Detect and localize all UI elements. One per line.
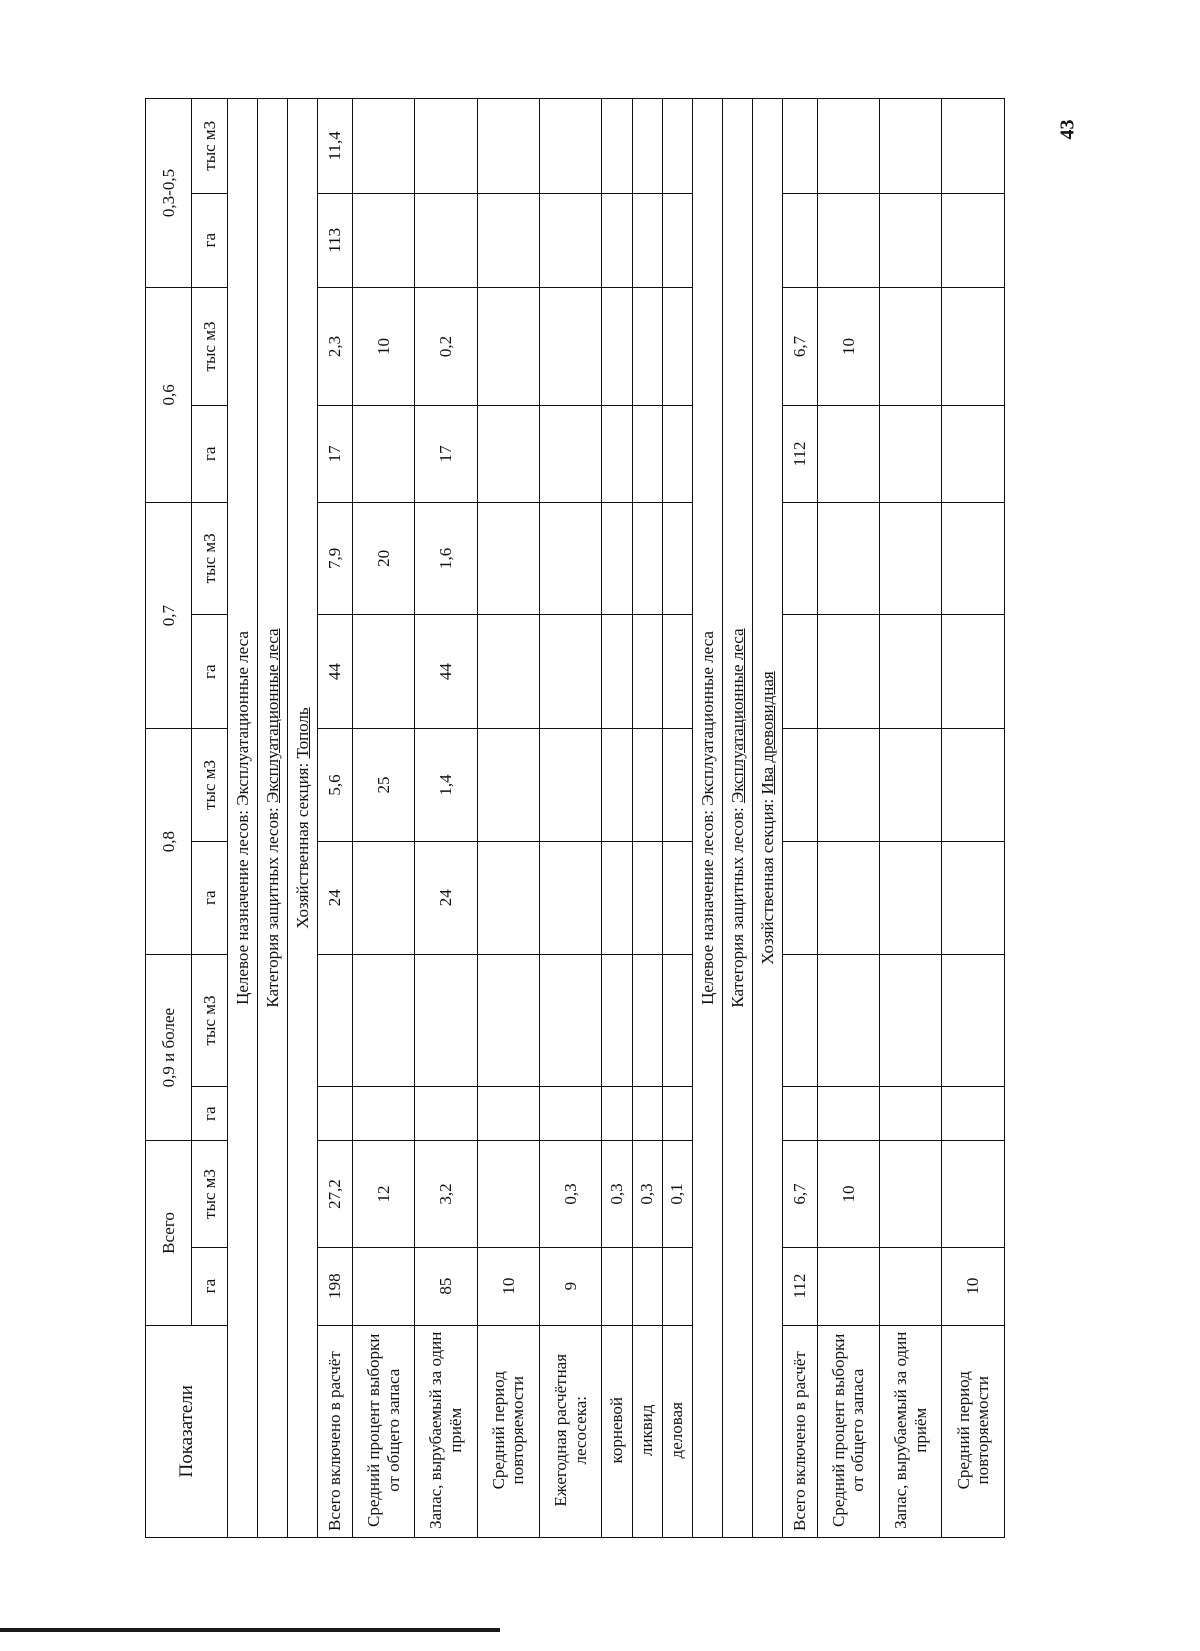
row-label: корневой <box>602 1325 632 1537</box>
cell <box>632 287 662 405</box>
cell: 113 <box>318 193 352 287</box>
cell <box>477 406 539 503</box>
cell <box>540 502 602 614</box>
cell <box>662 287 692 405</box>
row-label: Средний период повторяемости <box>942 1325 1005 1537</box>
cell: 198 <box>318 1247 352 1325</box>
row-label: Средний период повторяемости <box>477 1325 539 1537</box>
cell: 6,7 <box>783 1141 817 1247</box>
cell: 11,4 <box>318 99 352 194</box>
section-category-row <box>258 99 288 1538</box>
cell <box>352 614 414 729</box>
row-label: Всего включено в расчёт <box>318 1325 352 1537</box>
cell <box>415 193 477 287</box>
cell <box>540 287 602 405</box>
section-category-row <box>722 99 752 1538</box>
cell <box>540 99 602 194</box>
cell <box>632 406 662 503</box>
cell <box>540 841 602 954</box>
cell <box>783 841 817 954</box>
cell: 25 <box>352 729 414 841</box>
cell <box>632 99 662 194</box>
cell: 112 <box>783 406 817 503</box>
cell <box>318 1087 352 1141</box>
cell <box>880 502 942 614</box>
cell: 0,3 <box>540 1141 602 1247</box>
table-row <box>415 99 477 1538</box>
cell <box>942 287 1005 405</box>
unit-header: га <box>192 1247 228 1325</box>
cell <box>880 287 942 405</box>
unit-header: тыс м3 <box>192 99 228 194</box>
cell <box>817 841 879 954</box>
group-header-09: 0,9 и более <box>146 954 192 1141</box>
cell: 24 <box>415 841 477 954</box>
cell <box>477 841 539 954</box>
cell <box>942 1087 1005 1141</box>
cell <box>415 954 477 1086</box>
forest-table <box>145 98 1005 1538</box>
cell <box>942 954 1005 1086</box>
cell <box>540 193 602 287</box>
cell: 9 <box>540 1247 602 1325</box>
cell <box>632 954 662 1086</box>
table-row <box>352 99 414 1538</box>
cell: 10 <box>352 287 414 405</box>
cell <box>540 729 602 841</box>
cell <box>817 1247 879 1325</box>
cell <box>880 99 942 194</box>
cell <box>942 99 1005 194</box>
cell <box>662 1247 692 1325</box>
cell <box>783 502 817 614</box>
cell: 10 <box>942 1247 1005 1325</box>
cell <box>880 729 942 841</box>
cell: 12 <box>352 1141 414 1247</box>
unit-header: га <box>192 193 228 287</box>
section-category: Категория защитных лесов: Эксплуатационные леса <box>258 99 288 1538</box>
row-label: Запас, вырубаемый за один приём <box>880 1325 942 1537</box>
cell: 20 <box>352 502 414 614</box>
row-label: Средний процент выборки от общего запаса <box>817 1325 879 1537</box>
cell <box>783 193 817 287</box>
table-row <box>880 99 942 1538</box>
cell <box>880 193 942 287</box>
row-label: ликвид <box>632 1325 662 1537</box>
cell <box>783 614 817 729</box>
cell: 10 <box>477 1247 539 1325</box>
cell <box>352 99 414 194</box>
table-row <box>540 99 602 1538</box>
cell: 27,2 <box>318 1141 352 1247</box>
cell: 17 <box>318 406 352 503</box>
row-label: Всего включено в расчёт <box>783 1325 817 1537</box>
row-label: Ежегодная расчётная лесосека: <box>540 1325 602 1537</box>
cell <box>942 1141 1005 1247</box>
cell <box>477 287 539 405</box>
cell <box>880 614 942 729</box>
cell <box>602 614 632 729</box>
group-header-03-05: 0,3-0,5 <box>146 99 192 288</box>
section-economic: Хозяйственная секция: Тополь <box>288 99 318 1538</box>
cell <box>880 954 942 1086</box>
cell <box>632 1247 662 1325</box>
page-number: 43 <box>1056 119 1079 140</box>
unit-header: тыс м3 <box>192 502 228 614</box>
cell <box>817 614 879 729</box>
cell: 6,7 <box>783 287 817 405</box>
section-economic: Хозяйственная секция: Ива древовидная <box>753 99 783 1538</box>
cell <box>632 729 662 841</box>
table-row <box>817 99 879 1538</box>
cell <box>783 954 817 1086</box>
cell: 3,2 <box>415 1141 477 1247</box>
cell <box>352 841 414 954</box>
cell: 10 <box>817 287 879 405</box>
group-header-total: Всего <box>146 1141 192 1325</box>
cell <box>602 1247 632 1325</box>
cell: 0,3 <box>602 1141 632 1247</box>
cell <box>602 729 632 841</box>
cell <box>632 1087 662 1141</box>
cell <box>602 287 632 405</box>
cell <box>662 729 692 841</box>
cell <box>817 954 879 1086</box>
table-row <box>477 99 539 1538</box>
table-row <box>602 99 632 1538</box>
cell <box>415 1087 477 1141</box>
cell <box>942 841 1005 954</box>
cell <box>352 193 414 287</box>
cell <box>352 1087 414 1141</box>
cell <box>632 502 662 614</box>
unit-header: тыс м3 <box>192 954 228 1086</box>
cell <box>352 954 414 1086</box>
section-purpose-row <box>692 99 722 1538</box>
section-purpose: Целевое назначение лесов: Эксплуатационные леса <box>692 99 722 1538</box>
cell <box>880 1141 942 1247</box>
cell <box>817 99 879 194</box>
cell <box>477 1141 539 1247</box>
header-row-groups <box>146 99 192 1538</box>
table-row <box>318 99 352 1538</box>
cell <box>352 406 414 503</box>
cell <box>880 1247 942 1325</box>
cell <box>783 99 817 194</box>
cell <box>880 406 942 503</box>
cell <box>352 1247 414 1325</box>
cell <box>662 502 692 614</box>
cell <box>602 502 632 614</box>
cell <box>602 193 632 287</box>
cell <box>540 406 602 503</box>
cell <box>783 729 817 841</box>
unit-header: га <box>192 1087 228 1141</box>
cell <box>880 1087 942 1141</box>
table-row <box>632 99 662 1538</box>
table-row <box>783 99 817 1538</box>
rotated-table-wrapper <box>145 98 1005 1538</box>
cell: 5,6 <box>318 729 352 841</box>
section-purpose-row <box>228 99 258 1538</box>
cell <box>942 502 1005 614</box>
cell: 1,4 <box>415 729 477 841</box>
cell <box>662 841 692 954</box>
group-header-07: 0,7 <box>146 502 192 729</box>
unit-header: га <box>192 406 228 503</box>
cell <box>540 1087 602 1141</box>
cell: 10 <box>817 1141 879 1247</box>
cell <box>540 954 602 1086</box>
cell <box>477 729 539 841</box>
cell <box>662 193 692 287</box>
cell <box>662 954 692 1086</box>
section-economic-row <box>753 99 783 1538</box>
cell <box>817 1087 879 1141</box>
cell <box>602 406 632 503</box>
cell <box>540 614 602 729</box>
cell <box>602 99 632 194</box>
cell: 44 <box>415 614 477 729</box>
cell <box>817 729 879 841</box>
cell <box>942 193 1005 287</box>
cell: 7,9 <box>318 502 352 614</box>
cell: 85 <box>415 1247 477 1325</box>
cell <box>817 406 879 503</box>
cell <box>477 614 539 729</box>
cell <box>602 1087 632 1141</box>
cell <box>662 406 692 503</box>
cell: 0,2 <box>415 287 477 405</box>
cell <box>817 502 879 614</box>
unit-header: га <box>192 841 228 954</box>
cell <box>942 614 1005 729</box>
scan-edge-bar <box>0 1628 500 1632</box>
cell: 17 <box>415 406 477 503</box>
cell <box>602 841 632 954</box>
cell <box>880 841 942 954</box>
cell <box>662 614 692 729</box>
table-row <box>662 99 692 1538</box>
unit-header: тыс м3 <box>192 729 228 841</box>
row-label: Запас, вырубаемый за один приём <box>415 1325 477 1537</box>
cell <box>477 99 539 194</box>
section-purpose: Целевое назначение лесов: Эксплуатационные леса <box>228 99 258 1538</box>
section-economic-row <box>288 99 318 1538</box>
row-label: Средний процент выборки от общего запаса <box>352 1325 414 1537</box>
cell: 0,3 <box>632 1141 662 1247</box>
row-label: деловая <box>662 1325 692 1537</box>
cell <box>415 99 477 194</box>
cell <box>477 193 539 287</box>
cell <box>942 406 1005 503</box>
cell <box>318 954 352 1086</box>
cell: 44 <box>318 614 352 729</box>
cell <box>477 502 539 614</box>
cell <box>632 614 662 729</box>
cell <box>662 1087 692 1141</box>
cell <box>783 1087 817 1141</box>
section-category: Категория защитных лесов: Эксплуатационные леса <box>722 99 752 1538</box>
indicators-header: Показатели <box>146 1325 228 1537</box>
cell <box>477 1087 539 1141</box>
cell: 2,3 <box>318 287 352 405</box>
unit-header: га <box>192 614 228 729</box>
cell: 24 <box>318 841 352 954</box>
cell: 1,6 <box>415 502 477 614</box>
cell <box>602 954 632 1086</box>
cell <box>662 99 692 194</box>
unit-header: тыс м3 <box>192 287 228 405</box>
table-row <box>942 99 1005 1538</box>
cell <box>942 729 1005 841</box>
cell: 0,1 <box>662 1141 692 1247</box>
cell <box>632 841 662 954</box>
header-row-units <box>192 99 228 1538</box>
group-header-08: 0,8 <box>146 729 192 954</box>
cell <box>477 954 539 1086</box>
cell <box>817 193 879 287</box>
cell <box>632 193 662 287</box>
cell: 112 <box>783 1247 817 1325</box>
group-header-06: 0,6 <box>146 287 192 502</box>
unit-header: тыс м3 <box>192 1141 228 1247</box>
